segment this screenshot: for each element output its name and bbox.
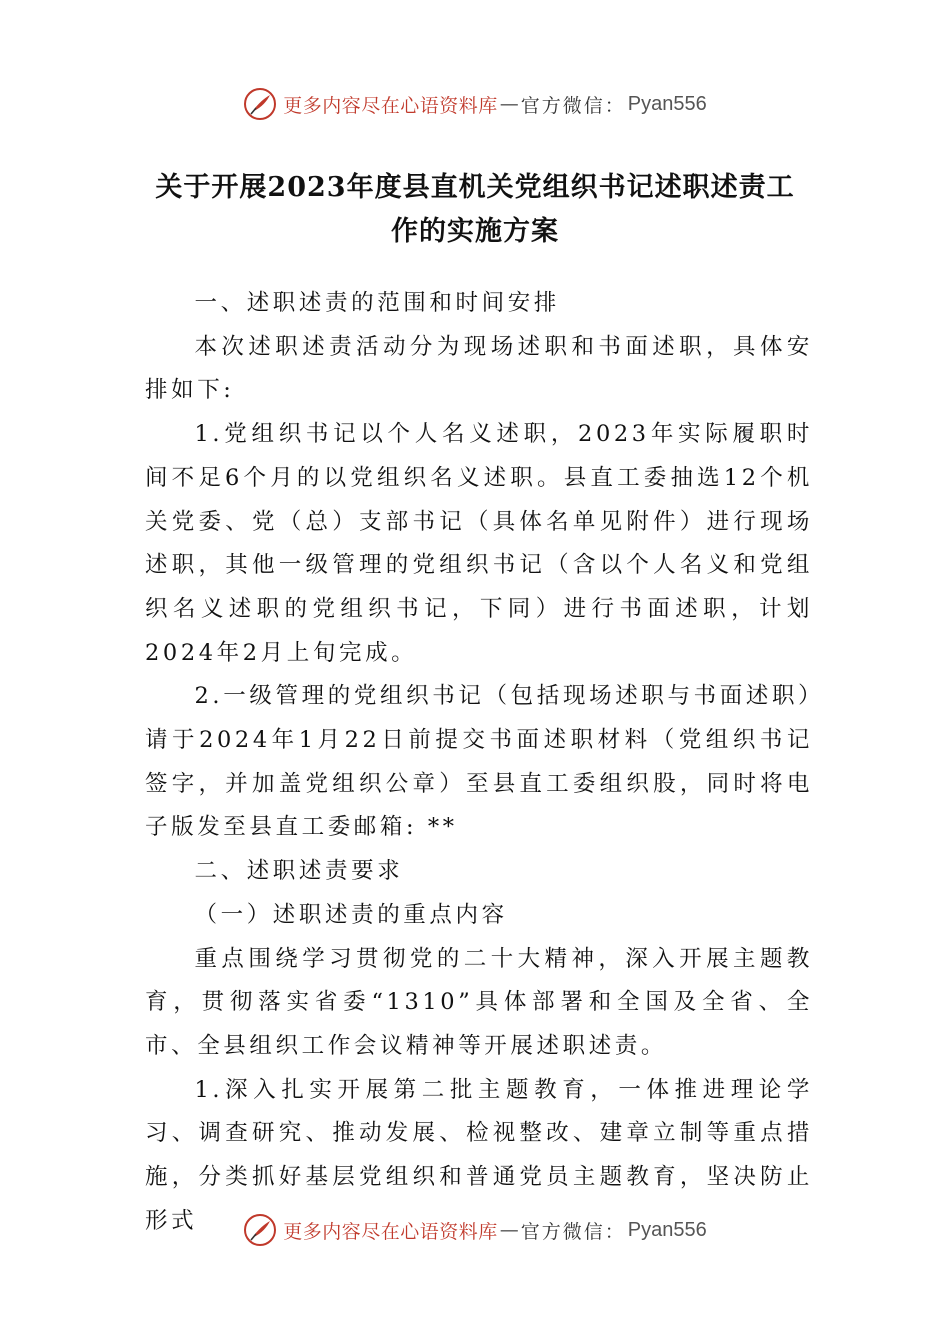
watermark-site-text: 更多内容尽在心语资料库 — [283, 1220, 498, 1243]
document-title: 关于开展2023年度县直机关党组织书记述职述责工作的实施方案 — [155, 172, 795, 247]
quill-logo-icon — [243, 1213, 277, 1247]
paragraph: 2.一级管理的党组织书记（包括现场述职与书面述职）请于2024年1月22日前提交书面述职材料（党组织书记签字，并加盖党组织公章）至县直工委组织股，同时将电子版发至县直工委邮箱: ** — [145, 683, 813, 841]
paragraph: 1.党组织书记以个人名义述职，2023年实际履职时间不足6个月的以党组织名义述职。县直工委抽选12个机关党委、党（总）支部书记（具体名单见附件）进行现场述职，其他一级管理的党组织书记（含以个人名义和党组织名义述职的党组织书记，下同）进行书面述职，计划2024年2月上旬完成。 — [145, 421, 813, 666]
watermark-banner-bottom — [0, 1208, 950, 1252]
watermark-separator: — — [499, 93, 519, 115]
quill-logo-icon — [243, 87, 277, 121]
watermark-site-text: 更多内容尽在心语资料库 — [283, 94, 498, 117]
watermark-wechat-id: Pyan556 — [627, 92, 707, 115]
watermark-wechat-label: 官方微信： — [520, 94, 626, 117]
watermark-wechat-label: 官方微信： — [520, 1220, 626, 1243]
paragraph: 重点围绕学习贯彻党的二十大精神，深入开展主题教育，贯彻落实省委“1310”具体部署和全国及全省、全市、全县组织工作会议精神等开展述职述责。 — [145, 945, 813, 1059]
watermark-banner-top — [0, 82, 950, 126]
subsection-heading: （一）述职述责的重点内容 — [194, 901, 508, 928]
document-body — [145, 282, 813, 1243]
section-heading-2: 二、述职述责要求 — [194, 858, 404, 885]
paragraph: 1.深入扎实开展第二批主题教育，一体推进理论学习、调查研究、推动发展、检视整改、建章立制等重点措施，分类抓好基层党组织和普通党员主题教育，坚决防止形式 — [145, 1076, 813, 1234]
watermark-separator: — — [499, 1219, 519, 1241]
watermark-wechat-id: Pyan556 — [627, 1218, 707, 1241]
section-heading-1: 一、述职述责的范围和时间安排 — [194, 290, 560, 316]
paragraph: 本次述职述责活动分为现场述职和书面述职，具体安排如下: — [145, 333, 813, 404]
